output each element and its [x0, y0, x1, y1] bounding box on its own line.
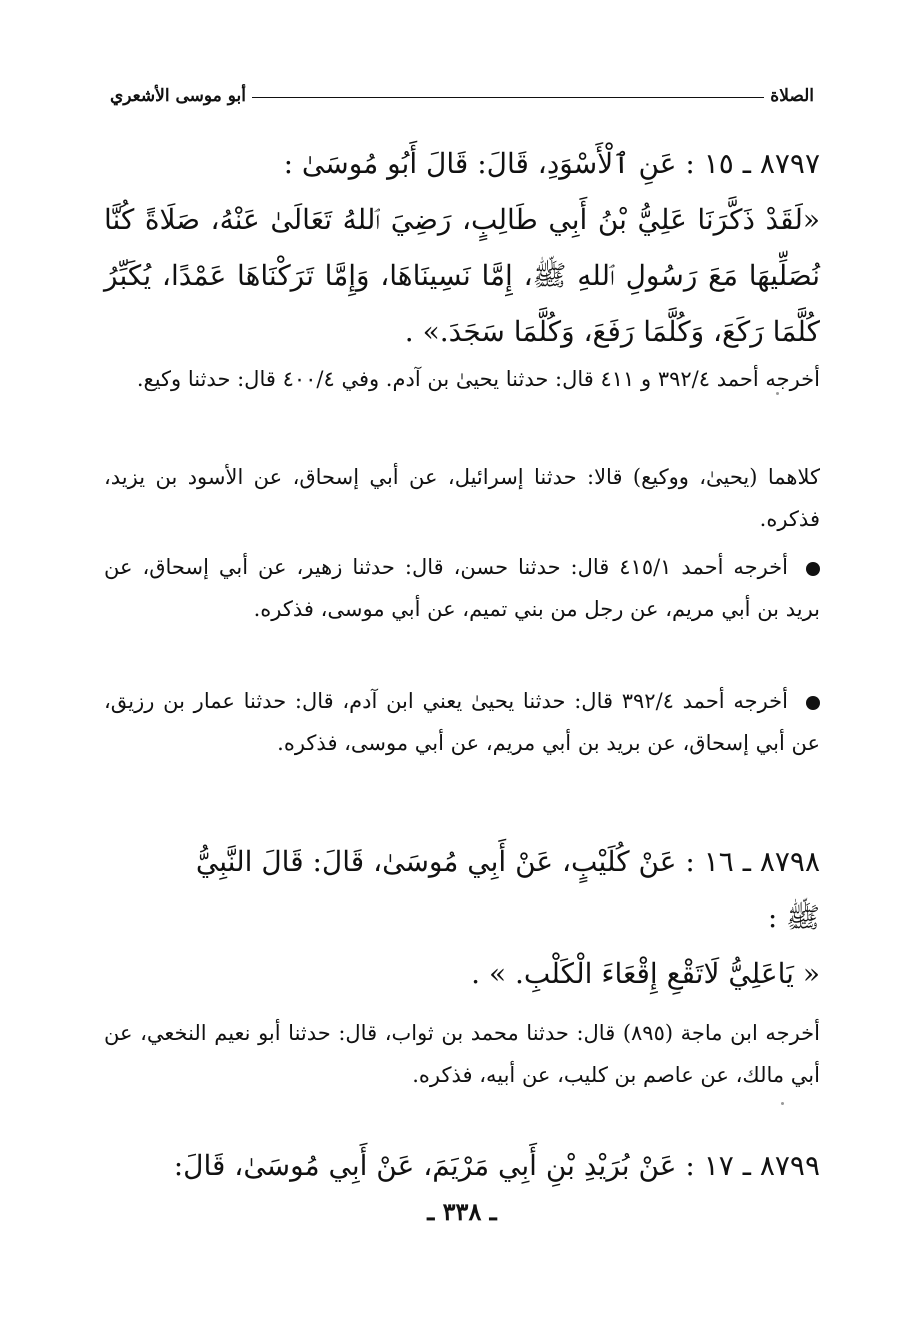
salawat-mark: ﷺ : [767, 901, 820, 934]
takhrij-8797-1 [104, 358, 820, 400]
takhrij-text: أخرجه أحمد ٤١٥/١ قال: حدثنا حسن، قال: حدثنا زهير، عن أبي إسحاق، عن بريد بن أبي مريم، عن رجل من بني تميم، عن أبي موسى، فذكره. [104, 555, 820, 621]
takhrij-text: أخرجه ابن ماجة (٨٩٥) قال: حدثنا محمد بن ثواب، قال: حدثنا أبو نعيم النخعي، عن أبي مالك، عن عاصم بن كليب، عن أبيه، فذكره. [104, 1021, 821, 1087]
scan-speck [776, 392, 779, 395]
hadith-8797 [104, 136, 820, 360]
hadith-8797-text: «لَقَدْ ذَكَّرَنَا عَلِيُّ بْنُ أَبِي طَالِبٍ، رَضِيَ ٱللهُ تَعَالَىٰ عَنْهُ، صَلَاةً كُنَّا نُصَلِّيهَا مَعَ رَسُولِ ٱللهِ ﷺ، إِمَّا نَسِينَاهَا، وَإِمَّا تَرَكْنَاهَا عَمْدًا، يُكَبِّرُ كُلَّمَا رَكَعَ، وَكُلَّمَا رَفَعَ، وَكُلَّمَا سَجَدَ.» . [104, 203, 820, 348]
takhrij-text: أخرجه أحمد ٣٩٢/٤ قال: حدثنا يحيىٰ يعني ابن آدم، قال: حدثنا عمار بن رزيق، عن أبي إسحاق، عن بريد بن أبي مريم، عن أبي موسى، فذكره. [104, 689, 820, 755]
takhrij-8798-1 [104, 1012, 820, 1096]
bullet-icon [806, 562, 820, 576]
takhrij-8797-2 [104, 456, 820, 540]
hadith-8797-heading: ٨٧٩٧ ـ ١٥ : عَنِ ٱلْأَسْوَدِ، قَالَ: قَالَ أَبُو مُوسَىٰ : [283, 147, 820, 180]
takhrij-8797-3 [104, 546, 820, 630]
hadith-8798 [104, 834, 820, 1002]
hadith-8799 [104, 1138, 820, 1194]
bullet-icon [806, 696, 820, 710]
hadith-8799-heading: ٨٧٩٩ ـ ١٧ : عَنْ بُرَيْدِ بْنِ أَبِي مَرْيَمَ، عَنْ أَبِي مُوسَىٰ، قَالَ: [173, 1149, 820, 1182]
takhrij-text: أخرجه أحمد ٣٩٢/٤ و ٤١١ قال: حدثنا يحيىٰ بن آدم. وفي ٤٠٠/٤ قال: حدثنا وكيع. [136, 367, 820, 391]
running-header [104, 84, 820, 114]
hadith-8798-heading: ٨٧٩٨ ـ ١٦ : عَنْ كُلَيْبٍ، عَنْ أَبِي مُوسَىٰ، قَالَ: قَالَ النَّبِيُّ [195, 845, 820, 878]
page-number: ـ ٣٣٨ ـ [427, 1197, 497, 1226]
takhrij-text: كلاهما (يحيىٰ، ووكيع) قالا: حدثنا إسرائيل، عن أبي إسحاق، عن الأسود بن يزيد، فذكره. [104, 465, 820, 531]
companion-name: أبو موسى الأشعري [104, 84, 252, 108]
chapter-title: الصلاة [764, 84, 820, 108]
takhrij-8797-4 [104, 680, 820, 764]
scan-speck [781, 1102, 784, 1105]
hadith-8798-text: « يَاعَلِيُّ لَاتَقْعِ إِقْعَاءَ الْكَلْبِ. » . [471, 957, 820, 990]
